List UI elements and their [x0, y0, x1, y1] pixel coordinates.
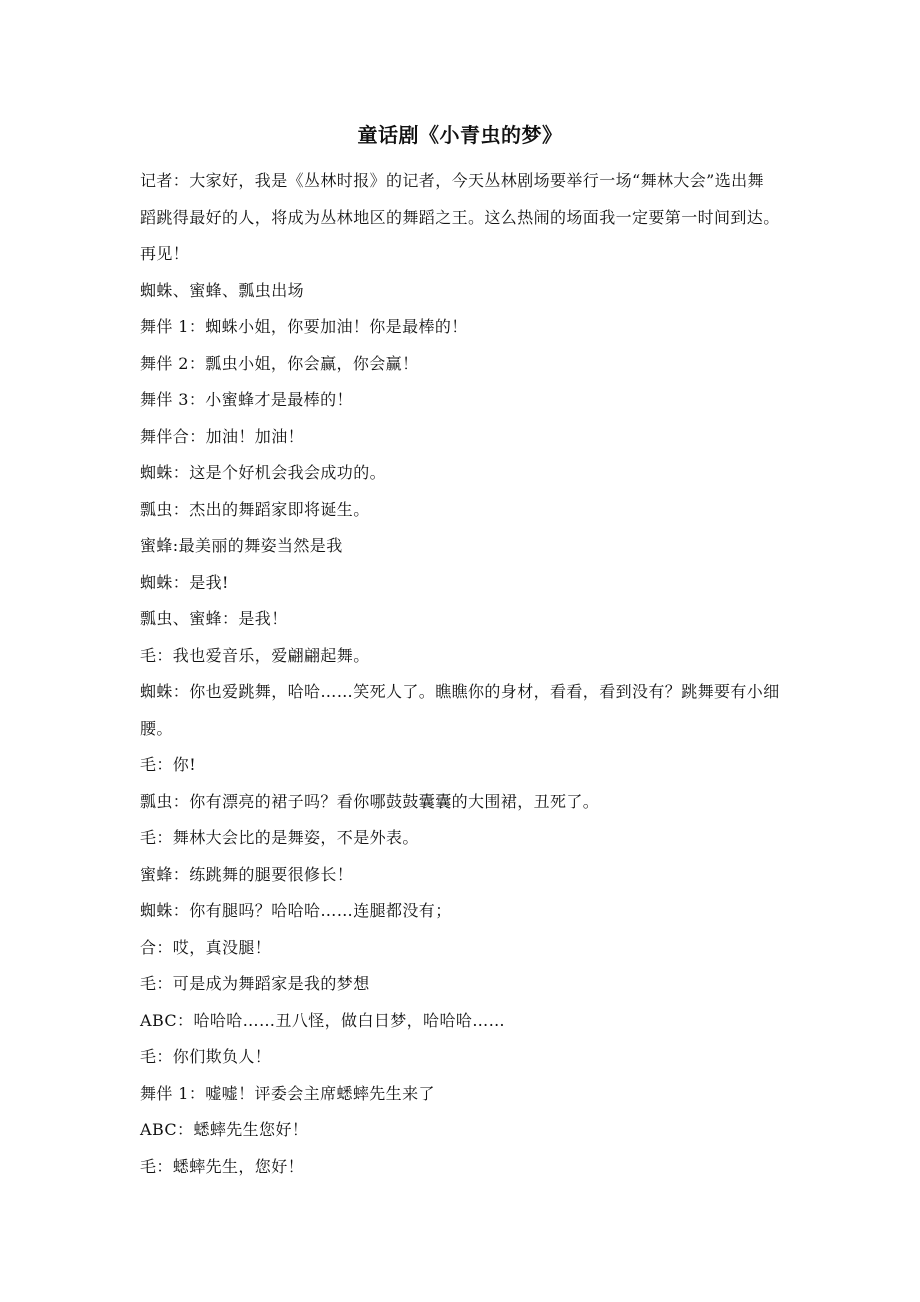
script-line: 瓢虫：杰出的舞蹈家即将诞生。: [140, 499, 370, 519]
document-title: 童话剧《小青虫的梦》: [357, 123, 563, 147]
script-line: 舞伴 3：小蜜蜂才是最棒的！: [140, 390, 353, 409]
script-line: 蜘蛛、蜜蜂、瓢虫出场: [140, 280, 305, 300]
script-line: 舞伴 1：嘘嘘！评委会主席蟋蟀先生来了: [140, 1083, 435, 1103]
script-line: 毛：蟋蟀先生，您好！: [140, 1156, 305, 1176]
script-line: ABC：哈哈哈……丑八怪，做白日梦，哈哈哈……: [140, 1010, 506, 1030]
script-line: 毛：你们欺负人！: [140, 1047, 272, 1066]
script-line: 舞伴 2：瓢虫小姐，你会赢，你会赢！: [140, 353, 419, 373]
script-line: 蜘蛛：是我!: [140, 572, 229, 592]
script-line: 瓢虫、蜜蜂：是我！: [140, 609, 288, 628]
script-line: 毛：可是成为舞蹈家是我的梦想: [140, 974, 370, 993]
script-line: 蜘蛛：你也爱跳舞，哈哈……笑死人了。瞧瞧你的身材，看看，看到没有？跳舞要有小细腰。: [140, 682, 780, 738]
script-line: 毛：我也爱音乐，爱翩翩起舞。: [140, 645, 370, 665]
script-line: 蜘蛛：这是个好机会我会成功的。: [140, 463, 387, 482]
script-line: 蜘蛛：你有腿吗？哈哈哈……连腿都没有；: [140, 901, 452, 920]
script-line: 合：哎，真没腿！: [140, 937, 272, 957]
script-body: [140, 163, 780, 1185]
script-line: ABC：蟋蟀先生您好！: [140, 1120, 309, 1139]
script-line: 毛：舞林大会比的是舞姿，不是外表。: [140, 828, 419, 847]
script-line: 瓢虫：你有漂亮的裙子吗？看你哪鼓鼓囊囊的大围裙，丑死了。: [140, 791, 600, 811]
script-line: 记者：大家好，我是《丛林时报》的记者，今天丛林剧场要举行一场“舞林大会”选出舞蹈跳得最好的人，将成为丛林地区的舞蹈之王。这么热闹的场面我一定要第一时间到达。再见！: [140, 171, 780, 263]
script-line: 蜜蜂:最美丽的舞姿当然是我: [140, 536, 343, 555]
script-line: 舞伴 1：蜘蛛小姐，你要加油！你是最棒的！: [140, 317, 468, 336]
script-line: 蜜蜂：练跳舞的腿要很修长！: [140, 864, 354, 884]
script-line: 舞伴合：加油！加油！: [140, 426, 305, 446]
script-line: 毛：你!: [140, 755, 197, 774]
